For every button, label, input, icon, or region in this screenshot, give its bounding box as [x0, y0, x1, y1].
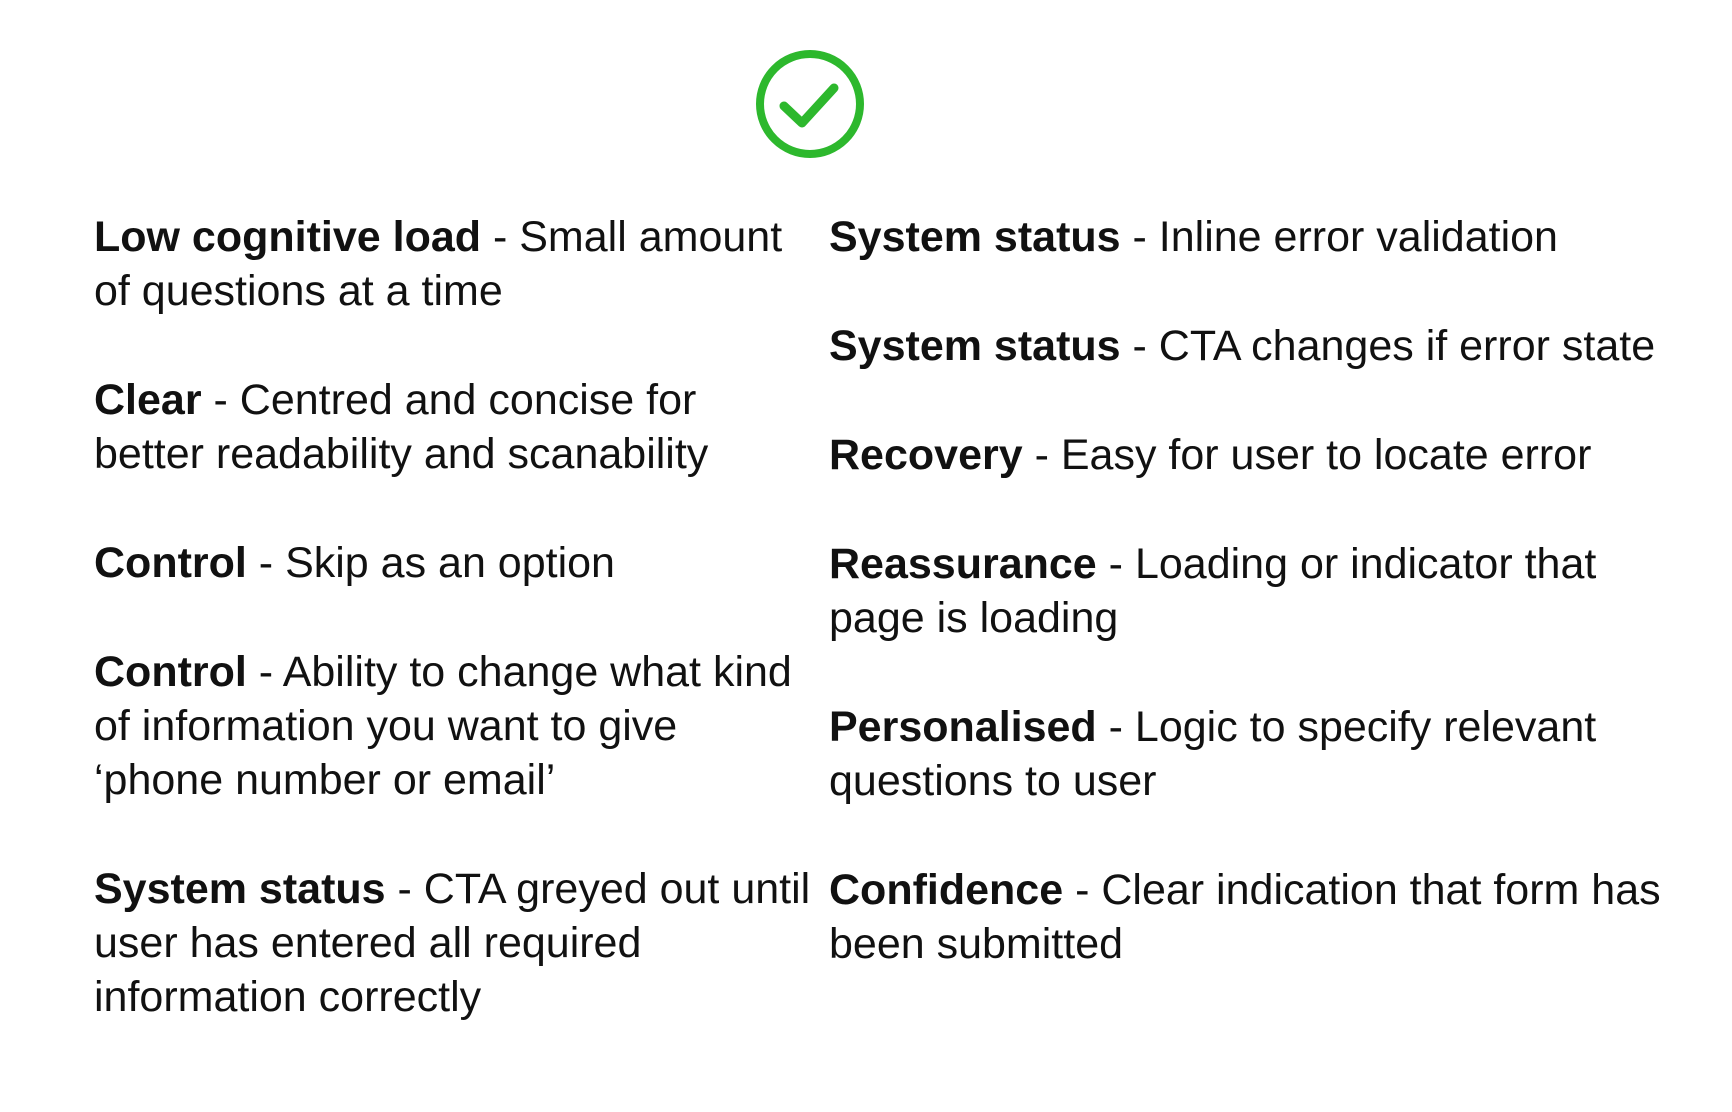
list-item [829, 319, 1689, 373]
item-term: Recovery [829, 431, 1023, 479]
item-description: CTA changes if error state [1158, 322, 1656, 370]
item-separator: - [1096, 540, 1135, 588]
item-description: Clear indication that form has been submitted [829, 866, 1661, 968]
item-description: Small amount of questions at a time [94, 213, 783, 315]
item-separator: - [481, 213, 520, 261]
check-circle-icon [754, 48, 866, 160]
item-term: Reassurance [829, 540, 1097, 588]
item-term: Personalised [829, 703, 1097, 751]
item-term: Clear [94, 376, 202, 424]
item-separator: - [1120, 213, 1159, 261]
right-column [829, 210, 1689, 1026]
list-item [829, 428, 1689, 482]
item-description: Logic to specify relevant questions to user [829, 703, 1597, 805]
item-separator: - [246, 648, 283, 696]
item-description: CTA greyed out until user has entered all required information correctly [94, 865, 811, 1021]
list-item [94, 862, 814, 1024]
list-item [829, 537, 1689, 645]
item-description: Centred and concise for better readability and scanability [94, 376, 709, 478]
item-term: System status [829, 213, 1121, 261]
item-term: Low cognitive load [94, 213, 482, 261]
item-separator: - [1063, 866, 1102, 914]
list-item [829, 863, 1689, 971]
item-term: Control [94, 539, 247, 587]
item-term: System status [94, 865, 386, 913]
item-separator: - [1022, 431, 1061, 479]
item-term: Control [94, 648, 247, 696]
item-separator: - [246, 539, 286, 587]
list-item [94, 645, 814, 807]
list-item [829, 700, 1689, 808]
item-separator: - [1120, 322, 1159, 370]
list-item [94, 536, 814, 590]
list-item [94, 210, 814, 318]
item-description: Loading or indicator that page is loading [829, 540, 1597, 642]
list-item [94, 373, 814, 481]
list-item [829, 210, 1689, 264]
item-separator: - [385, 865, 424, 913]
item-description: Inline error validation [1158, 213, 1558, 261]
item-description: Easy for user to locate error [1060, 431, 1592, 479]
item-term: System status [829, 322, 1121, 370]
item-separator: - [201, 376, 240, 424]
item-separator: - [1096, 703, 1135, 751]
left-column [94, 210, 814, 1079]
item-term: Confidence [829, 866, 1064, 914]
item-description: Skip as an option [285, 539, 615, 587]
item-description: Ability to change what kind of information you want to give ‘phone number or email’ [94, 648, 792, 804]
